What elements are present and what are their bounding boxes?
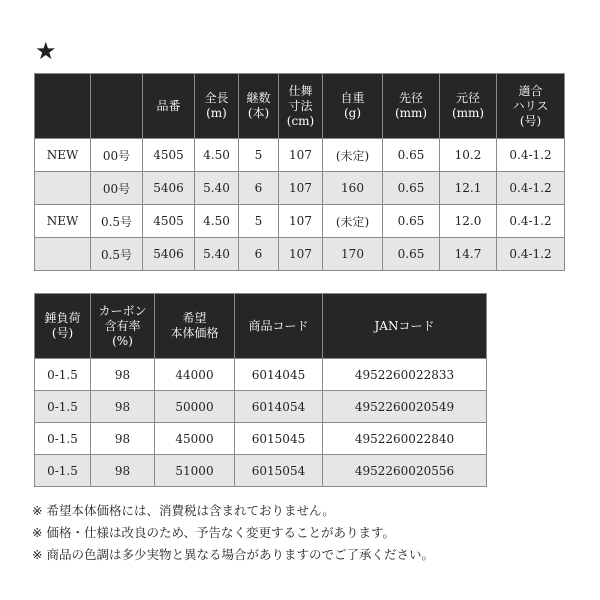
table-cell: 4505 bbox=[143, 139, 195, 172]
table-cell: 6015045 bbox=[235, 423, 323, 455]
table-cell bbox=[35, 172, 91, 205]
header-cell bbox=[235, 294, 323, 359]
table-cell: 5406 bbox=[143, 172, 195, 205]
table-cell: 00号 bbox=[91, 172, 143, 205]
notes bbox=[32, 500, 434, 566]
header-text: 元径 bbox=[455, 91, 480, 105]
table-row bbox=[35, 172, 565, 205]
table-cell: NEW bbox=[35, 139, 91, 172]
table-cell: 14.7 bbox=[440, 238, 497, 271]
table-row bbox=[35, 423, 487, 455]
table-cell: 160 bbox=[323, 172, 383, 205]
table-cell: 98 bbox=[91, 359, 155, 391]
header-cell bbox=[383, 74, 440, 139]
header-cell bbox=[279, 74, 323, 139]
note-color: ※ 商品の色調は多少実物と異なる場合がありますのでご了承ください。 bbox=[32, 547, 434, 562]
header-text: 商品コード bbox=[248, 318, 309, 333]
header-text: (cm) bbox=[286, 113, 315, 128]
header-text: 錘負荷 bbox=[44, 311, 81, 325]
table-cell: 107 bbox=[279, 238, 323, 271]
header-text: 仕舞 bbox=[288, 83, 313, 98]
table-cell: 0-1.5 bbox=[35, 455, 91, 487]
table-cell: 6 bbox=[239, 238, 279, 271]
table-cell: 0-1.5 bbox=[35, 359, 91, 391]
table-cell: 51000 bbox=[155, 455, 235, 487]
header-text: 先径 bbox=[398, 91, 423, 105]
header-cell bbox=[155, 294, 235, 359]
table-cell: 4.50 bbox=[195, 139, 239, 172]
header-cell bbox=[497, 74, 565, 139]
table-cell: 170 bbox=[323, 238, 383, 271]
spec-table bbox=[34, 73, 565, 271]
header-text: (本) bbox=[247, 106, 270, 120]
table-cell: 12.1 bbox=[440, 172, 497, 205]
header-text: ハリス bbox=[512, 98, 549, 113]
header-cell bbox=[195, 74, 239, 139]
table-cell: 00号 bbox=[91, 139, 143, 172]
header-cell bbox=[440, 74, 497, 139]
header-text: (号) bbox=[519, 113, 542, 128]
table-row bbox=[35, 205, 565, 238]
header-text: (号) bbox=[51, 326, 74, 340]
table-cell: 5406 bbox=[143, 238, 195, 271]
price-table bbox=[34, 293, 487, 487]
table-cell: 6014045 bbox=[235, 359, 323, 391]
table-cell: (未定) bbox=[323, 139, 383, 172]
header-cell bbox=[35, 294, 91, 359]
table-cell: 0-1.5 bbox=[35, 391, 91, 423]
header-text: 自重 bbox=[340, 91, 365, 105]
header-text: (m) bbox=[206, 106, 227, 120]
table-cell: 0.65 bbox=[383, 172, 440, 205]
header-text: JANコード bbox=[374, 318, 435, 333]
table-cell: 98 bbox=[91, 455, 155, 487]
table-cell: 5.40 bbox=[195, 172, 239, 205]
table-cell: 4952260020556 bbox=[323, 455, 487, 487]
table-cell: 5.40 bbox=[195, 238, 239, 271]
table-cell: 98 bbox=[91, 423, 155, 455]
header-text: 寸法 bbox=[288, 98, 313, 113]
note-tax: ※ 希望本体価格には、消費税は含まれておりません。 bbox=[32, 503, 335, 518]
header-cell bbox=[323, 294, 487, 359]
header-text: カーボン bbox=[98, 303, 147, 318]
star-icon: ★ bbox=[35, 37, 57, 65]
table-row bbox=[35, 359, 487, 391]
header-cell bbox=[91, 294, 155, 359]
table-cell: 4952260022833 bbox=[323, 359, 487, 391]
table-cell: 4952260022840 bbox=[323, 423, 487, 455]
table-row bbox=[35, 391, 487, 423]
table-cell: 0.4-1.2 bbox=[497, 139, 565, 172]
table-cell: 107 bbox=[279, 172, 323, 205]
table-cell: 6014054 bbox=[235, 391, 323, 423]
header-text: (mm) bbox=[394, 106, 428, 120]
table-cell: 6 bbox=[239, 172, 279, 205]
table-row bbox=[35, 238, 565, 271]
table-cell: 0-1.5 bbox=[35, 423, 91, 455]
header-text: 継数 bbox=[246, 91, 271, 105]
table-row bbox=[35, 139, 565, 172]
table-cell: 5 bbox=[239, 205, 279, 238]
note-change: ※ 価格・仕様は改良のため、予告なく変更することがあります。 bbox=[32, 525, 395, 540]
price-table-header bbox=[35, 294, 487, 359]
table-cell: (未定) bbox=[323, 205, 383, 238]
table-cell: 0.4-1.2 bbox=[497, 205, 565, 238]
header-text: 品番 bbox=[156, 98, 181, 113]
spec-table-header bbox=[35, 74, 565, 139]
header-cell bbox=[239, 74, 279, 139]
table-cell: 6015054 bbox=[235, 455, 323, 487]
table-cell: 4952260020549 bbox=[323, 391, 487, 423]
table-cell: 0.65 bbox=[383, 238, 440, 271]
table-cell: 0.5号 bbox=[91, 205, 143, 238]
table-cell: 0.4-1.2 bbox=[497, 238, 565, 271]
table-cell: 0.5号 bbox=[91, 238, 143, 271]
header-cell bbox=[91, 74, 143, 139]
table-cell: 12.0 bbox=[440, 205, 497, 238]
table-cell: 0.65 bbox=[383, 139, 440, 172]
table-cell: 98 bbox=[91, 391, 155, 423]
header-text: 適合 bbox=[518, 83, 543, 98]
header-cell bbox=[35, 74, 91, 139]
header-text: (%) bbox=[112, 333, 133, 348]
table-cell: 50000 bbox=[155, 391, 235, 423]
table-cell: 4505 bbox=[143, 205, 195, 238]
header-text: 全長 bbox=[204, 91, 229, 105]
header-text: 希望 bbox=[182, 311, 207, 325]
table-cell: NEW bbox=[35, 205, 91, 238]
header-text: 本体価格 bbox=[170, 326, 219, 340]
table-cell: 5 bbox=[239, 139, 279, 172]
header-cell bbox=[143, 74, 195, 139]
table-cell: 4.50 bbox=[195, 205, 239, 238]
table-cell: 45000 bbox=[155, 423, 235, 455]
header-text: 含有率 bbox=[104, 318, 141, 333]
header-text: (g) bbox=[343, 106, 362, 120]
header-text: (mm) bbox=[451, 106, 485, 120]
table-cell: 0.65 bbox=[383, 205, 440, 238]
table-cell: 0.4-1.2 bbox=[497, 172, 565, 205]
header-cell bbox=[323, 74, 383, 139]
table-row bbox=[35, 455, 487, 487]
table-cell bbox=[35, 238, 91, 271]
table-cell: 44000 bbox=[155, 359, 235, 391]
table-cell: 10.2 bbox=[440, 139, 497, 172]
table-cell: 107 bbox=[279, 139, 323, 172]
table-cell: 107 bbox=[279, 205, 323, 238]
